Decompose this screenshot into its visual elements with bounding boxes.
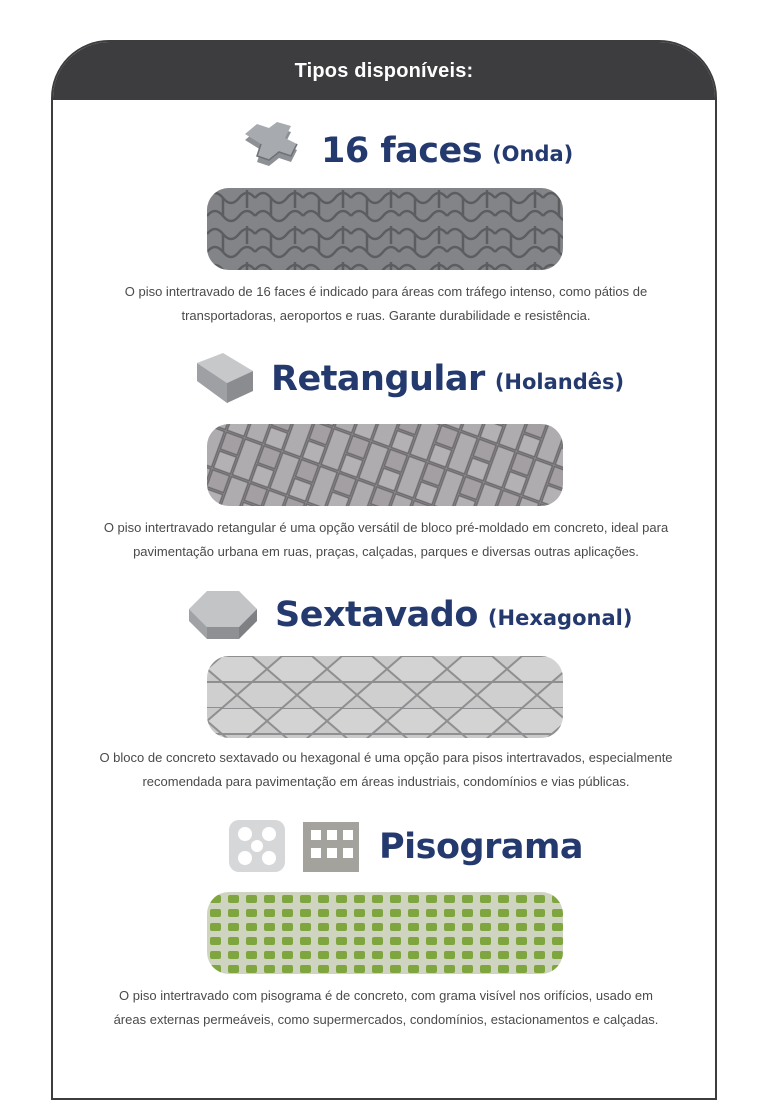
- types-card: [51, 40, 717, 1100]
- section-description: [73, 516, 699, 564]
- grass-paver-icon: [225, 816, 365, 878]
- section-subtitle: (Onda): [492, 142, 574, 166]
- description-line: O piso intertravado de 16 faces é indicado para áreas com tráfego intenso, como pátios de: [124, 284, 648, 299]
- section-description: [73, 280, 699, 328]
- grass-paving-photo: [207, 892, 563, 974]
- section-title-pisograma: [225, 816, 583, 878]
- hexagon-paver-icon: [185, 583, 261, 647]
- section-title: Retangular: [271, 359, 485, 399]
- description-line: pavimentação urbana em ruas, praças, calçadas, parques e diversas outras aplicações.: [133, 544, 639, 559]
- description-line: áreas externas permeáveis, como supermercados, condomínios, estacionamentos e calçadas.: [113, 1012, 659, 1027]
- description-line: O bloco de concreto sextavado ou hexagonal é uma opção para pisos intertravados, especialmente: [99, 750, 673, 765]
- description-line: recomendada para pavimentação em áreas industriais, condomínios e vias públicas.: [142, 774, 630, 789]
- section-title-retangular: [193, 347, 624, 411]
- wave-paving-photo: [207, 188, 563, 270]
- section-description: [73, 984, 699, 1032]
- section-title: Sextavado: [275, 595, 478, 635]
- section-title: Pisograma: [379, 827, 584, 867]
- description-line: transportadoras, aeroportos e ruas. Garante durabilidade e resistência.: [181, 308, 591, 323]
- card-header: [53, 42, 715, 100]
- section-title: 16 faces: [321, 131, 483, 171]
- wave-paver-icon: [239, 120, 305, 182]
- herringbone-paving-photo: [207, 424, 563, 506]
- description-line: O piso intertravado retangular é uma opção versátil de bloco pré-moldado em concreto, ideal para: [103, 520, 669, 535]
- section-subtitle: (Holandês): [494, 370, 625, 394]
- rectangular-paver-icon: [193, 347, 257, 411]
- section-title-sextavado: [185, 583, 632, 647]
- description-line: O piso intertravado com pisograma é de concreto, com grama visível nos orifícios, usado em: [119, 988, 653, 1003]
- section-description: [73, 746, 699, 794]
- hexagonal-paving-photo: [207, 656, 563, 738]
- header-title: Tipos disponíveis:: [294, 59, 474, 82]
- section-subtitle: (Hexagonal): [487, 606, 633, 630]
- section-title-16-faces: [239, 120, 573, 182]
